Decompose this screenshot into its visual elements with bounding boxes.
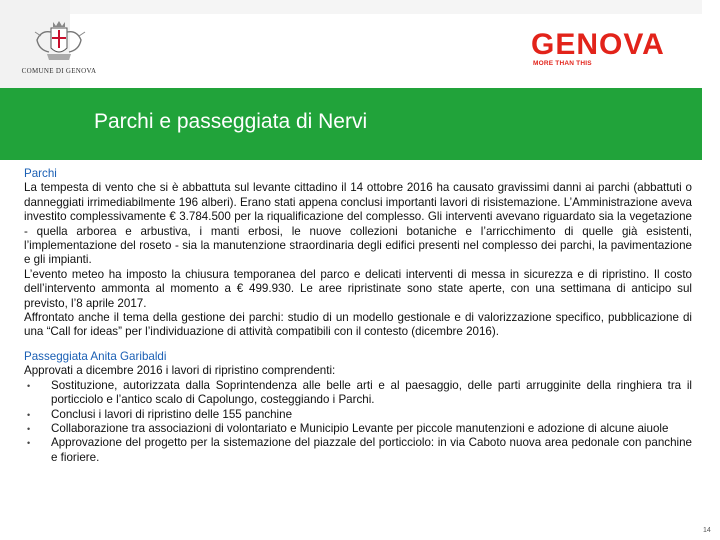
parchi-paragraph-3: Affrontato anche il tema della gestione dei parchi: studio di un modello gestionale e di valorizzazione specifico, pubblicazione di una “Call for ideas” per l’individuazione di attività compatibili con il contesto (dicembre 2016).: [24, 311, 692, 339]
parchi-paragraph-1: La tempesta di vento che si è abbattuta sul levante cittadino il 14 ottobre 2016 ha causato gravissimi danni ai parchi (abbattuti o danneggiati irrimediabilmente 196 alberi). Erano stati appena conclusi importanti lavori di risistemazione. L’Amministrazione aveva investito complessivamente € 3.784.500 per la riqualificazione del complesso. Gli interventi avevano riguardato sia la vegetazione - quella arborea e arbustiva, i manti erbosi, le nuove collezioni botaniche e l’arricchimento di quelle già esistenti, l’implementazione del roseto - sia la manutenzione straordinaria degli edifici presenti nel complesso dei parchi, la pavimentazione e gli impianti.: [24, 181, 692, 267]
passeggiata-heading: Passeggiata Anita Garibaldi: [24, 349, 167, 363]
comune-di-genova-logo: [16, 18, 102, 80]
passeggiata-list: [24, 379, 692, 465]
section-spacer: [24, 340, 692, 350]
header-shade-top: [70, 0, 702, 14]
list-item: • Sostituzione, autorizzata dalla Soprintendenza alle belle arti e al paesaggio, delle parti arrugginite della ringhiera tra il porticciolo e l’antico scalo di Capolungo, costeggiando i Parchi.: [24, 379, 692, 408]
page-number: 14: [703, 527, 711, 534]
list-item: • Approvazione del progetto per la sistemazione del piazzale del porticciolo: in via Caboto nuova area pedonale con panchine e fioriere.: [24, 436, 692, 465]
parchi-paragraph-2: L’evento meteo ha imposto la chiusura temporanea del parco e delicati interventi di messa in sicurezza e di ripristino. Il costo dell’intervento ammonta al momento a € 499.930. Le aree ripristinate sono state aperte, con una settimana di anticipo sul previsto, l’8 aprile 2017.: [24, 267, 692, 310]
right-margin: [702, 0, 720, 540]
passeggiata-intro: Approvati a dicembre 2016 i lavori di ripristino comprendenti:: [24, 364, 336, 378]
coat-of-arms-icon: [29, 18, 89, 66]
genova-brand-logo: [531, 30, 701, 70]
list-item: • Conclusi i lavori di ripristino delle 155 panchine: [24, 408, 692, 422]
genova-wordmark: GENOVA: [531, 28, 665, 61]
slide-title: Parchi e passeggiata di Nervi: [94, 110, 368, 133]
comune-caption: COMUNE DI GENOVA: [21, 67, 97, 75]
slide-body: [24, 167, 692, 465]
list-item: • Collaborazione tra associazioni di volontariato e Municipio Levante per piccole manutenzioni e adozione di alcune aiuole: [24, 422, 692, 436]
genova-tagline: MORE THAN THIS: [533, 60, 592, 67]
title-band: [0, 88, 702, 160]
parchi-heading: Parchi: [24, 167, 57, 180]
